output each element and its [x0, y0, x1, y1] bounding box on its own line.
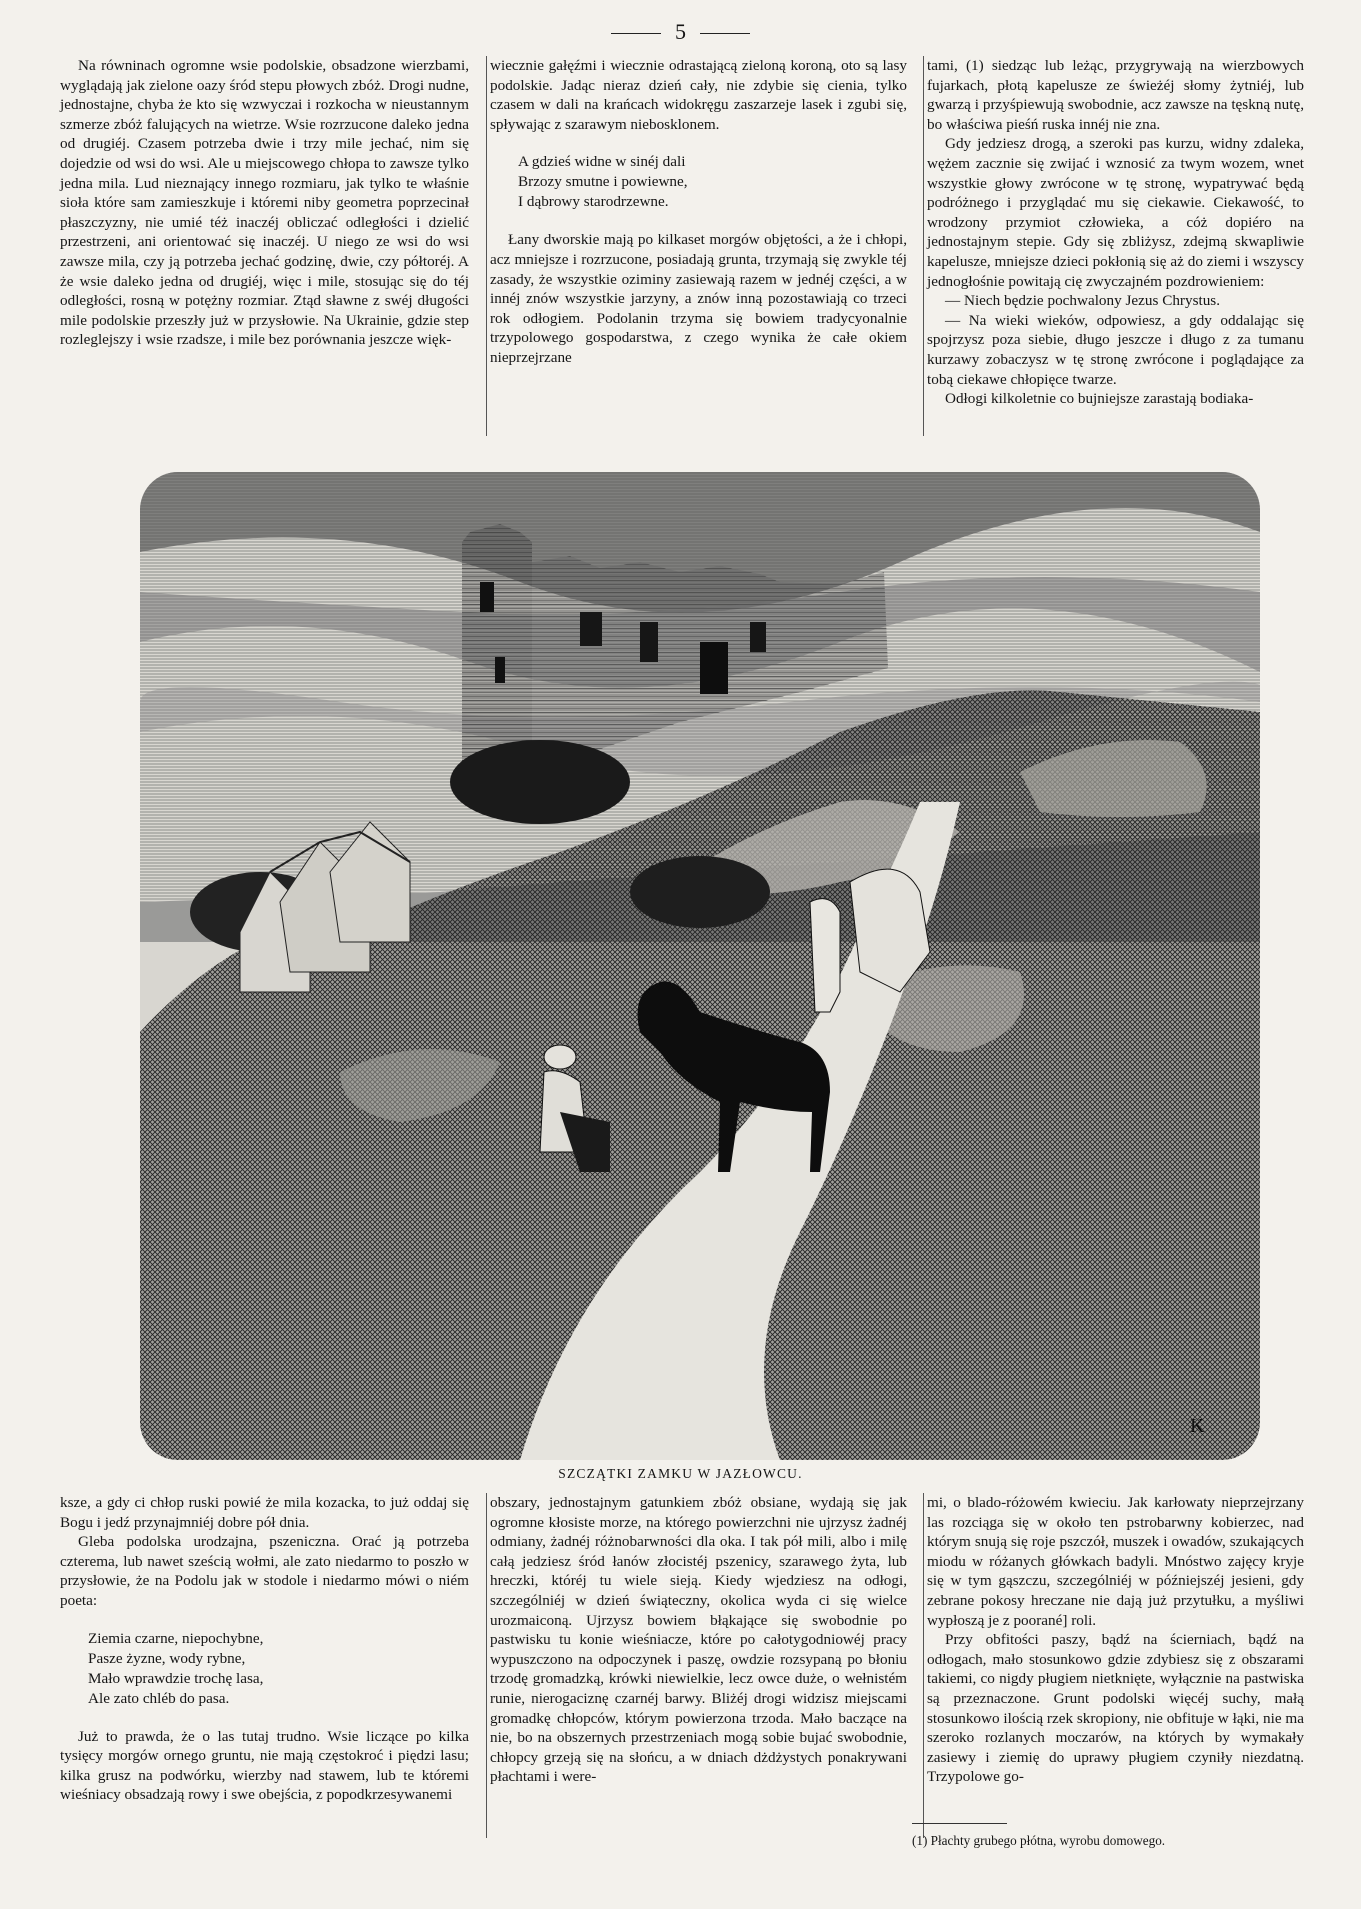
paragraph: Gdy jedziesz drogą, a szeroki pas kurzu, widny zdaleka, wężem zacznie się zwijać i wznosić za twym wozem, wnet wszystkie głowy zwrócone w tę stronę, wypatrywać będą podróżnego i przyglądać mu się ciekawie. Ciekawość, to wrodzony przymiot człowieka, a cóż dopiéro na jednostajnym stepie. Gdy się zbliżysz, zdejmą skwapliwie kapelusze, mniejsze dzieci pokłonią się aż do ziemi i wszyscy jednogłośnie powitają cię zwyczajném pozdrowieniem:: [927, 135, 1304, 290]
bottom-column-3: [927, 1493, 1304, 1787]
verse-line: Ale zato chléb do pasa.: [88, 1689, 230, 1707]
page-header: [0, 18, 1361, 46]
column-divider: [486, 56, 487, 436]
paragraph: Już to prawda, że o las tutaj trudno. Wsie liczące po kilka tysięcy morgów ornego gruntu, nie mają częstokroć i piędzi lasu; kilka grusz na podwórku, wierzby nad stawem, lub te któremi wieśniacy obsadzają rowy i swe obejścia, z popodkrzesywanemi: [60, 1727, 469, 1804]
top-column-1: [60, 56, 469, 350]
page-number: 5: [675, 19, 686, 44]
bottom-column-1: [60, 1493, 469, 1805]
verse-line: Mało wprawdzie trochę lasa,: [88, 1669, 264, 1687]
footnote-rule: [912, 1823, 1007, 1824]
verse: [88, 1629, 469, 1709]
paragraph: obszary, jednostajnym gatunkiem zbóż obsiane, wydają się jak ogromne kłosiste morze, na którego powierzchni nie ujrzysz żadnéj odmiany, żadnéj różnobarwności dla oka. I tak pół mili, albo i milę całą jedziesz śród łanów złocistéj pszenicy, szarawego żyta, lub hreczki, któréj tu wiele sieją. Kiedy wjedziesz na odłogi, szczególniéj w dzień świąteczny, okolica wyda ci się wielce urozmaiconą. Ujrzysz bowiem błąkające się swobodnie po pastwisku tu konie wieśniacze, które po całotygodniowéj pracy wypuszczono na odpoczynek i paszę, owdzie rozsypaną po błoniu trzodę gromadzką, krówki niewielkie, lecz owce duże, o wełnistém runie, nierogaciznę czarnéj barwy. Bliżéj drogi widzisz miejscami gromadkę chłopców, którym powierzona trzoda. Mało baczące na nie, bo na obszernych przestrzeniach mogą sobie bujać swobodnie, chłopcy grzeją się na słońcu, a w dniach dżdżystych ponakrywani płachtami i were-: [490, 1494, 907, 1786]
engraver-signature: K: [1190, 1415, 1205, 1437]
column-divider: [486, 1493, 487, 1838]
paragraph: Odłogi kilkoletnie co bujniejsze zarastają bodiaka-: [945, 390, 1254, 408]
verse-line: I dąbrowy starodrzewne.: [518, 193, 669, 211]
castle-ruins-engraving: [140, 472, 1260, 1460]
footnote: (1) Płachty grubego płótna, wyrobu domowego.: [912, 1833, 1166, 1848]
header-rule-right: [700, 33, 750, 34]
verse: [518, 152, 907, 212]
header-rule-left: [611, 33, 661, 34]
dialogue-line: — Niech będzie pochwalony Jezus Chrystus.: [945, 292, 1220, 310]
paragraph: Gleba podolska urodzajna, pszeniczna. Orać ją potrzeba czterema, lub nawet sześcią wołmi, ale zato niedarmo to poszło w przysłowie, że na Podolu jak w stodole i niedarmo mówi o niém poeta:: [60, 1533, 469, 1609]
dialogue-line: — Na wieki wieków, odpowiesz, a gdy oddalając się spojrzysz poza siebie, długo jeszcze i długo z za tumanu kurzawy zobaczysz w tę stronę zwrócone i poglądające za tobą ciekawe chłopięce twarze.: [927, 311, 1304, 388]
verse-line: Ziemia czarne, niepochybne,: [88, 1629, 264, 1647]
paragraph: Przy obfitości paszy, bądź na ścierniach, bądź na odłogach, mało stosunkowo gdzie zdybiesz się z obszarami takiemi, co nigdy pługiem nietknięte, wyłącznie na pastwiska są przeznaczone. Grunt podolski więcéj suchy, małą stosunkowo ilością rzek skropiony, nie obfituje w łąki, nie ma szeroko rozlanych moczarów, na których by wymakały zasiewy i ziemię do uprawy pługiem czyniły niezdatną. Trzypolowe go-: [927, 1631, 1304, 1786]
verse-line: A gdzieś widne w sinéj dali: [518, 153, 686, 171]
illustration-caption: SZCZĄTKI ZAMKU W JAZŁOWCU.: [558, 1466, 803, 1481]
paragraph: tami, (1) siedząc lub leżąc, przygrywają na wierzbowych fujarkach, płotą kapelusze ze świeżéj słomy żytniéj, lub gwarzą i przyśpiewują swobodnie, acz zawsze na tęskną nutę, bo właściwa pieśń ruska innéj nie zna.: [927, 57, 1304, 133]
paragraph: ksze, a gdy ci chłop ruski powié że mila kozacka, to już oddaj się Bogu i jedź przynajmniéj dobre pół dnia.: [60, 1494, 469, 1531]
paragraph: Na równinach ogromne wsie podolskie, obsadzone wierzbami, wyglądają jak zielone oazy śród stepu płowych zbóż. Drogi nudne, jednostajne, chyba że kto się wzwyczai i rozkocha w nieustannym szmerze zbóż falujących na wietrze. Wsie rozrzucone daleko jedna od drugiéj. Czasem potrzeba dwie i trzy mile jechać, nim się dojedzie od wsi do wsi. Ale u miejscowego chłopa to zawsze tylko jedna mila. Lud nieznający innego rozmiaru, jak tylko te właśnie sioła które sam zamieszkuje i któremi niby geometra poprzecinał płaszczyzny, nie umié téż inaczéj obliczać odległości i dzielić przestrzeni, ani orientować się inaczéj. U niego ze wsi do wsi zawsze mila, czy ją potrzeba jechać godzinę, dwie, czy półtoréj. A że wsie daleko jedna od drugiéj, więc i mile, stosując się do téj odległości, rosną w potężny rozmiar. Ztąd sławne z swéj długości mile podolskie przeszły już w przysłowie. Na Ukrainie, gdzie step rozleglejszy i wsie rzadsze, i mile bez porównania jeszcze więk-: [60, 57, 469, 349]
verse-line: Brzozy smutne i powiewne,: [518, 173, 688, 191]
top-column-2: [490, 56, 907, 368]
column-divider: [923, 1493, 924, 1838]
verse-line: Pasze żyzne, wody rybne,: [88, 1649, 246, 1667]
bottom-column-2: [490, 1493, 907, 1787]
top-column-3: [927, 56, 1304, 409]
paragraph: Łany dworskie mają po kilkaset morgów objętości, a że i chłopi, acz mniejsze i rozrzucone, posiadają grunta, trzymają się zwykle téj zasady, że wszystkie oziminy zasiewają razem w jednéj części, a w innéj znów wszystkie jarzyny, a znów inną pozostawiają co trzeci rok odłogiem. Podolanin trzyma się bowiem tradycyonalnie trzypolowego gospodarstwa, z czego wynika że całe okiem nieprzejrzane: [490, 231, 907, 366]
paragraph: wiecznie gałęźmi i wiecznie odrastającą zieloną koroną, oto są lasy podolskie. Jadąc nieraz dzień cały, nie zdybie się cienia, tylko czasem w dali na krańcach widokręgu zaszarzeje lasek i zgubi się, spływając z szarawym niebosklonem.: [490, 57, 907, 133]
column-divider: [923, 56, 924, 436]
paragraph: mi, o blado-różowém kwieciu. Jak karłowaty nieprzejrzany las rozciąga się w około ten pstrobarwny kobierzec, nad którym snują się roje pszczół, muszek i owadów, szukających miodu w różanych główkach badyli. Mnóstwo zajęcy kryje się w tym gąszczu, szczególniéj w późniejszéj jesieni, gdy zebrane pokosy hreczane nie dają już przytułku, a myśliwi wypłoszą je z poorané] roli.: [927, 1494, 1304, 1629]
